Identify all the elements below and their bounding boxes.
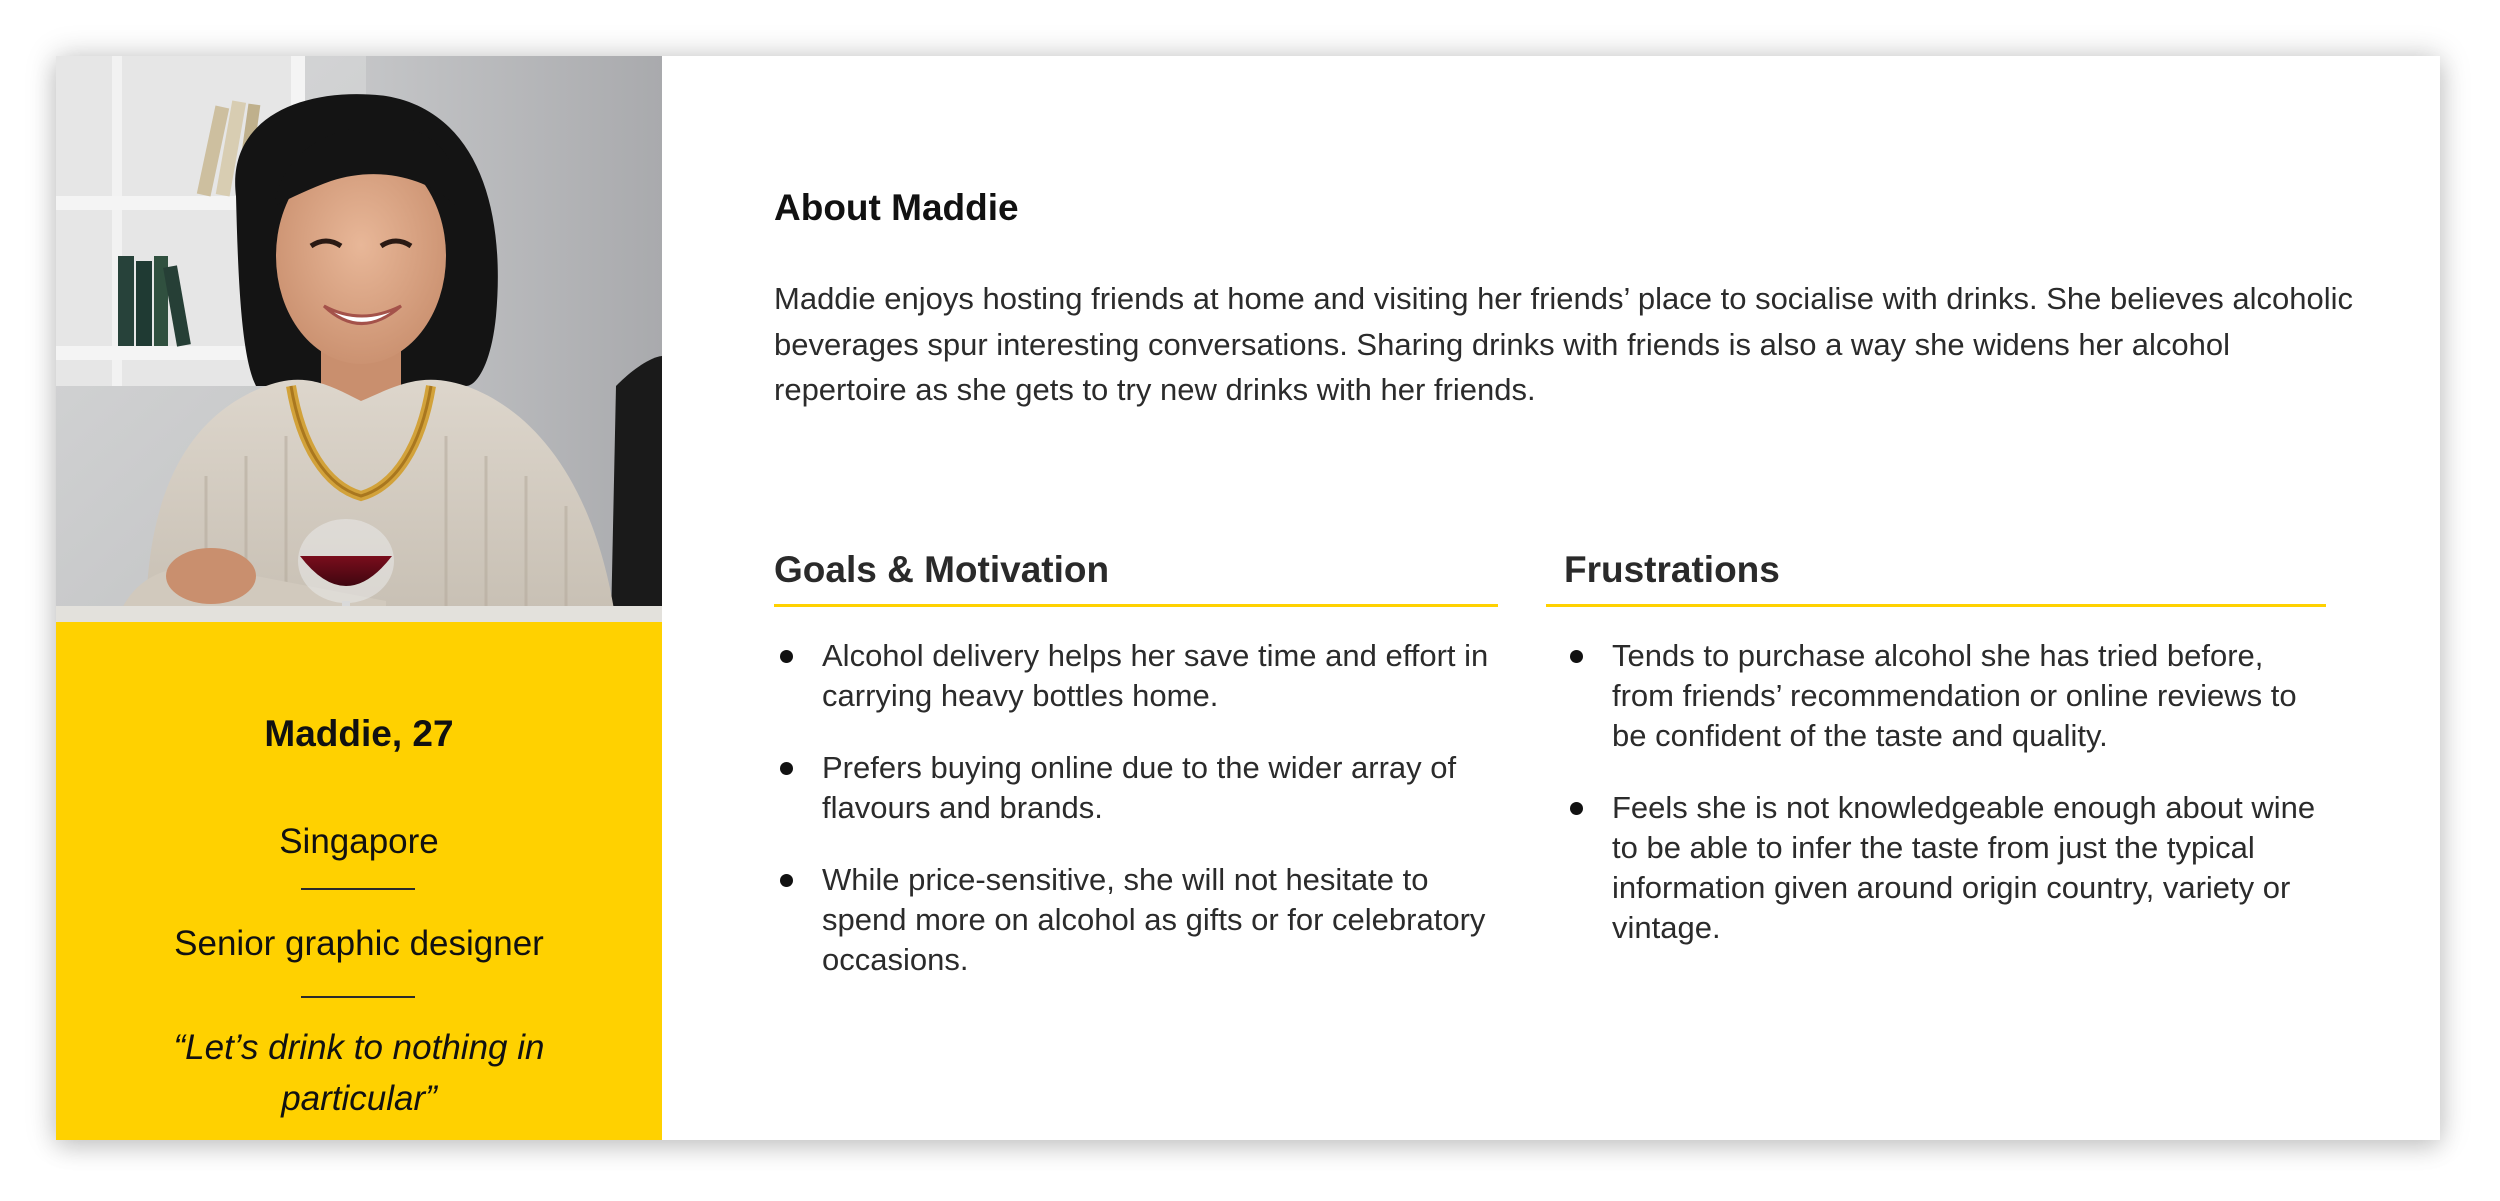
persona-info-panel	[56, 622, 662, 1140]
list-item	[774, 860, 1494, 980]
list-item	[1564, 636, 2324, 756]
frustrations-list	[1564, 636, 2324, 980]
frustration-text: Tends to purchase alcohol she has tried before, from friends’ recommendation or online reviews to be confident of the taste and quality.	[1612, 638, 2297, 753]
list-item	[774, 748, 1494, 828]
persona-profile-column	[56, 56, 662, 1140]
bullet-icon	[780, 874, 793, 887]
persona-photo	[56, 56, 662, 622]
persona-card	[56, 56, 2440, 1140]
bullet-icon	[1570, 650, 1583, 663]
goals-list	[774, 636, 1494, 1012]
frustrations-underline	[1546, 604, 2326, 607]
goals-title: Goals & Motivation	[774, 549, 1110, 590]
persona-location: Singapore	[279, 822, 439, 861]
goal-text: Prefers buying online due to the wider array of flavours and brands.	[822, 750, 1457, 825]
about-title: About Maddie	[774, 187, 1019, 228]
bullet-icon	[780, 762, 793, 775]
bullet-icon	[780, 650, 793, 663]
frustration-text: Feels she is not knowledgeable enough about wine to be able to infer the taste from just the typical information given around origin country, variety or vintage.	[1612, 790, 2316, 945]
persona-name: Maddie, 27	[264, 713, 454, 754]
bullet-icon	[1570, 802, 1583, 815]
divider	[301, 996, 415, 998]
divider	[301, 888, 415, 890]
goals-underline	[774, 604, 1498, 607]
goal-text: Alcohol delivery helps her save time and effort in carrying heavy bottles home.	[822, 638, 1489, 713]
goal-text: While price-sensitive, she will not hesitate to spend more on alcohol as gifts or for celebratory occasions.	[822, 862, 1486, 977]
frustrations-title: Frustrations	[1564, 549, 1780, 590]
list-item	[774, 636, 1494, 716]
persona-quote: “Let’s drink to nothing in particular”	[173, 1028, 545, 1118]
about-text: Maddie enjoys hosting friends at home and visiting her friends’ place to socialise with drinks. She believes alcoholic beverages spur interesting conversations. Sharing drinks with friends is also a way she widens her alcohol repertoire as she gets to try new drinks with her friends.	[774, 281, 2353, 407]
persona-role: Senior graphic designer	[174, 924, 544, 963]
list-item	[1564, 788, 2324, 948]
